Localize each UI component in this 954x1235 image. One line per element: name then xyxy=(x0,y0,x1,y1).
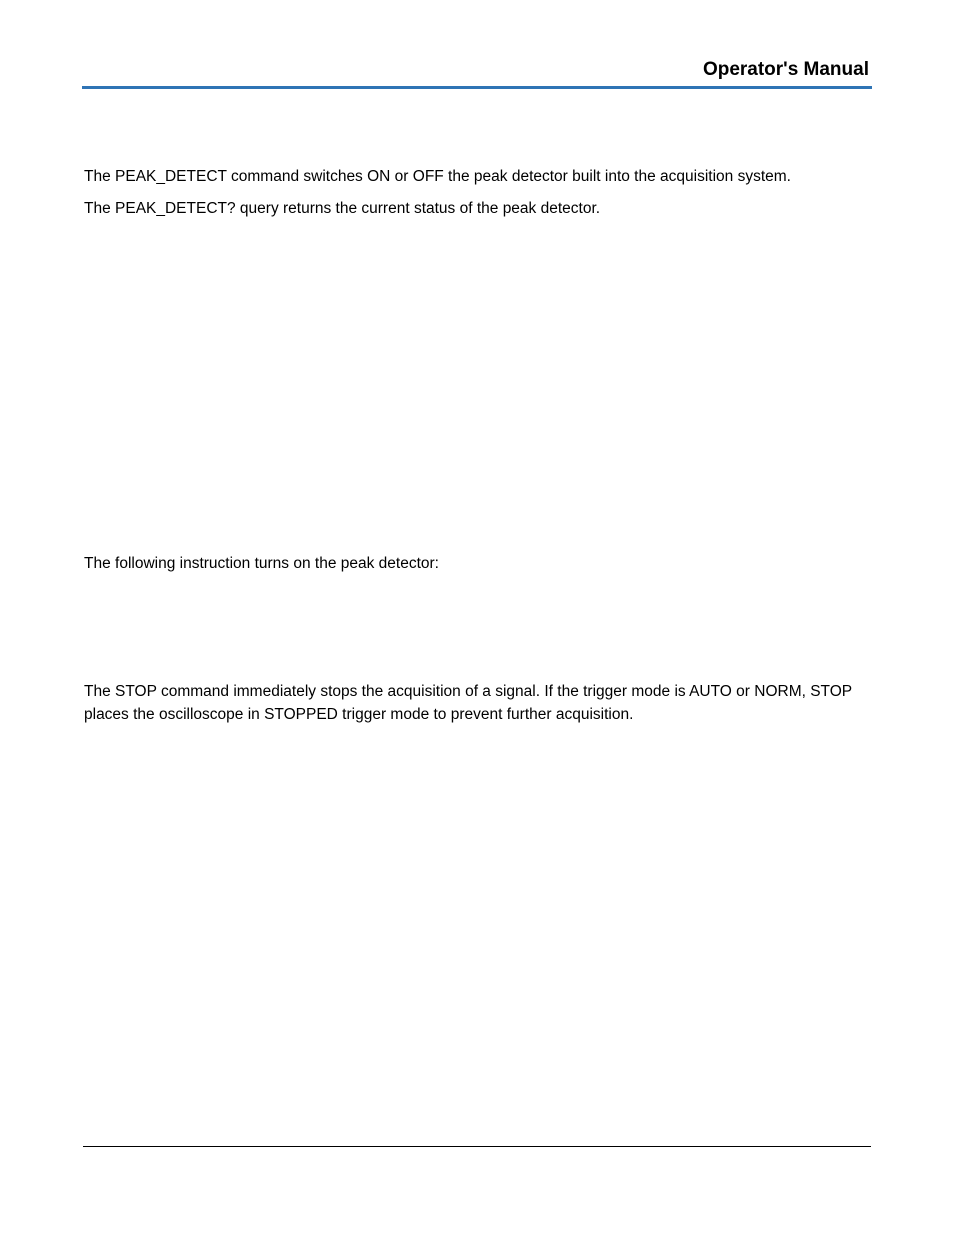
header-divider xyxy=(82,86,872,89)
footer-divider xyxy=(83,1146,871,1147)
stop-command-description: The STOP command immediately stops the acquisition of a signal. If the trigger mode is AUTO or NORM, STOP places the oscilloscope in STOPPED trigger mode to prevent further acquisition. xyxy=(84,683,852,723)
peak-detect-example-intro: The following instruction turns on the peak detector: xyxy=(84,555,439,572)
peak-detect-command-description: The PEAK_DETECT command switches ON or OFF the peak detector built into the acquisition system. xyxy=(84,168,791,185)
peak-detect-query-description: The PEAK_DETECT? query returns the current status of the peak detector. xyxy=(84,200,601,217)
manual-title: Operator's Manual xyxy=(702,59,869,80)
